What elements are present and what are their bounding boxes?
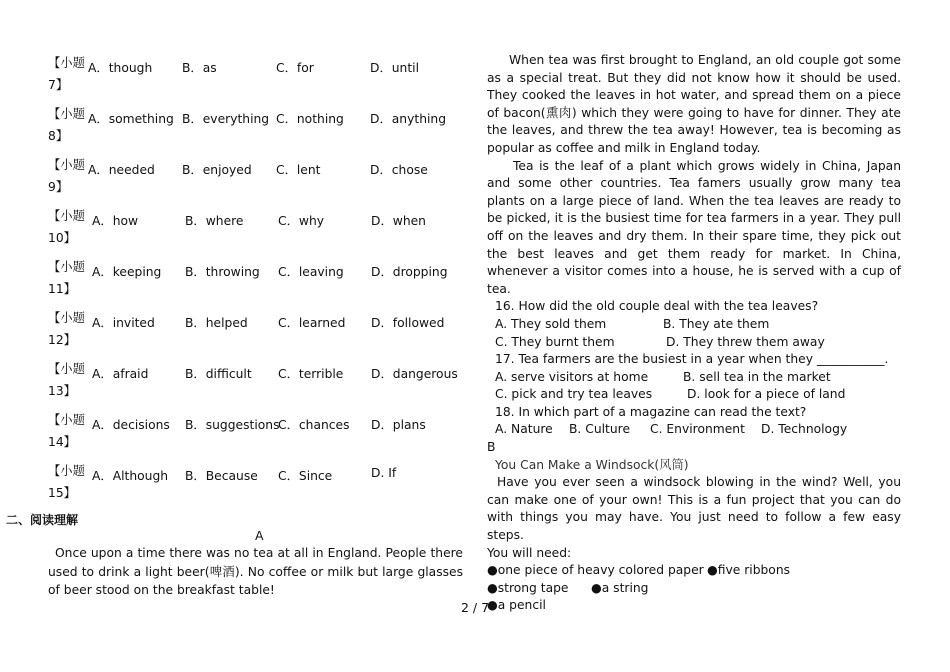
answer-option: C．terrible [278, 367, 344, 381]
answer-option: C．Since [278, 469, 333, 483]
answer-option: A．needed [88, 163, 155, 177]
question-tag-close: 】 [63, 384, 76, 398]
question-tag-open: 【小题 [48, 107, 85, 121]
question-18-options [487, 421, 901, 439]
question-tag-close: 】 [63, 231, 76, 245]
question-number [48, 207, 85, 247]
question-row [48, 54, 468, 105]
question-row [48, 360, 468, 411]
question-tag-close: 】 [63, 486, 76, 500]
answer-option: A．keeping [92, 265, 162, 279]
right-column [487, 52, 901, 615]
q18-option-a: A. Nature [495, 422, 553, 437]
q18-option-c: C. Environment [650, 422, 745, 437]
material-pencil: ●a pencil [487, 598, 546, 613]
answer-option: D．followed [371, 316, 445, 330]
answer-option: D．when [371, 214, 426, 228]
question-17-options-row-1 [487, 369, 901, 387]
question-16-options-row-2 [487, 334, 901, 352]
question-number [48, 360, 85, 400]
question-tag-open: 【小题 [48, 158, 85, 172]
q16-option-b: B. They ate them [663, 316, 770, 331]
answer-option: D．until [370, 61, 420, 75]
question-list [48, 54, 468, 513]
question-row [48, 309, 468, 360]
q18-option-d: D. Technology [761, 422, 848, 437]
q17-option-b: B. sell tea in the market [683, 369, 831, 384]
materials-row-1 [487, 562, 901, 580]
material-ribbons: ●five ribbons [707, 563, 791, 578]
answer-option: A．something [88, 112, 174, 126]
answer-option: A．decisions [92, 418, 170, 432]
material-paper: ●one piece of heavy colored paper [487, 563, 704, 578]
passage-a-paragraph-1: When tea was first brought to England, an old couple got some as a special treat. But they did not know how it should be used. They cooked the leaves in hot water, and spread them on a piece of bacon(熏肉) which they were going to have for dinner. They ate the leaves, and threw the tea away! However, tea is becoming as popular as coffee and milk in England today. [487, 53, 901, 155]
question-number [48, 309, 85, 349]
q16-option-a: A. They sold them [495, 316, 607, 331]
question-16: 16. How did the old couple deal with the tea leaves? [495, 299, 819, 314]
question-row [48, 411, 468, 462]
q17-option-c: C. pick and try tea leaves [495, 387, 653, 402]
question-tag-close: 】 [55, 129, 69, 143]
question-number [48, 258, 85, 298]
q18-option-b: B. Culture [569, 422, 631, 437]
question-tag-open: 【小题 [48, 413, 85, 427]
question-tag-open: 【小题 [48, 311, 85, 325]
answer-option: B．everything [182, 112, 270, 126]
answer-option: C．chances [278, 418, 350, 432]
question-num-label: 14 [48, 435, 64, 449]
answer-option: B．enjoyed [182, 163, 252, 177]
answer-option: C．leaving [278, 265, 344, 279]
q17-option-a: A. serve visitors at home [495, 369, 649, 384]
answer-option: A．Although [92, 469, 169, 483]
answer-option: D. If [371, 466, 397, 480]
question-17: 17. Tea farmers are the busiest in a year when they ___________. [495, 352, 889, 367]
section-title: 二、阅读理解 [6, 513, 79, 527]
answer-option: C．why [278, 214, 325, 228]
answer-option: D．plans [371, 418, 426, 432]
question-row [48, 258, 468, 309]
answer-option: C．learned [278, 316, 346, 330]
question-row [48, 156, 468, 207]
question-tag-open: 【小题 [48, 260, 85, 274]
answer-option: B．difficult [185, 367, 252, 381]
question-num-label: 8 [48, 129, 56, 143]
question-num-label: 12 [48, 333, 64, 347]
materials-row-2 [487, 580, 901, 598]
answer-option: B．as [182, 61, 217, 75]
question-row [48, 462, 468, 513]
question-number [48, 411, 85, 451]
q16-option-c: C. They burnt them [495, 334, 615, 349]
page-number: 2 / 7 [460, 600, 490, 615]
passage-a-intro: Once upon a time there was no tea at all in England. People there used to drink a light beer(啤酒). No coffee or milk but large glasses of beer stood on the breakfast table! [48, 546, 463, 597]
answer-option: C．lent [276, 163, 321, 177]
question-tag-open: 【小题 [48, 56, 85, 70]
answer-option: C．nothing [276, 112, 344, 126]
material-tape: ●strong tape [487, 580, 569, 595]
question-tag-open: 【小题 [48, 464, 85, 478]
question-16-options-row-1 [487, 316, 901, 334]
answer-option: D．dropping [371, 265, 448, 279]
passage-b-paragraph-1: Have you ever seen a windsock blowing in the wind? Well, you can make one of your own! This is a fun project that you can do with things you may have. You just need to follow a few easy steps. [487, 475, 901, 543]
question-17-options-row-2 [487, 386, 901, 404]
passage-a-label: A [255, 528, 264, 543]
question-tag-close: 】 [63, 282, 76, 296]
answer-option: A．invited [92, 316, 155, 330]
question-number [48, 462, 85, 502]
answer-option: B．helped [185, 316, 248, 330]
passage-a-paragraph-2: Tea is the leaf of a plant which grows widely in China, Japan and some other countries. Tea famers usually grow many tea plants on a large piece of land. When the tea leaves are ready to be picked, it is the busiest time for tea farmers in a year. They pull off on the leaves and dry them. In their spare time, they pick out the best leaves and get them ready for market. In China, whenever a visitor comes into a house, he is served with a cup of tea. [487, 158, 901, 296]
passage-b-title: You Can Make a Windsock(风筒) [495, 457, 689, 472]
answer-option: D．dangerous [371, 367, 458, 381]
question-18: 18. In which part of a magazine can read the text? [495, 404, 807, 419]
question-num-label: 13 [48, 384, 64, 398]
question-row [48, 207, 468, 258]
question-tag-close: 】 [55, 180, 69, 194]
question-tag-close: 】 [63, 333, 76, 347]
answer-option: B．Because [185, 469, 258, 483]
answer-option: A．how [92, 214, 139, 228]
q16-option-d: D. They threw them away [666, 334, 825, 349]
question-num-label: 7 [48, 78, 56, 92]
q17-option-d: D. look for a piece of land [687, 387, 846, 402]
question-num-label: 9 [48, 180, 56, 194]
question-tag-close: 】 [63, 435, 76, 449]
material-string: ●a string [591, 580, 649, 595]
answer-option: B．suggestions [185, 418, 280, 432]
question-num-label: 10 [48, 231, 64, 245]
answer-option: B．where [185, 214, 244, 228]
answer-option: B．throwing [185, 265, 260, 279]
question-tag-open: 【小题 [48, 209, 85, 223]
answer-option: A．afraid [92, 367, 149, 381]
answer-option: D．anything [370, 112, 447, 126]
question-number [48, 54, 85, 94]
passage-b-need: You will need: [487, 545, 572, 560]
question-tag-close: 】 [55, 78, 69, 92]
question-num-label: 15 [48, 486, 64, 500]
answer-option: A．though [88, 61, 153, 75]
passage-b-label: B [487, 440, 496, 455]
question-row [48, 105, 468, 156]
answer-option: D．chose [370, 163, 428, 177]
question-num-label: 11 [48, 282, 64, 296]
question-number [48, 156, 85, 196]
question-tag-open: 【小题 [48, 362, 85, 376]
question-number [48, 105, 85, 145]
answer-option: C．for [276, 61, 314, 75]
